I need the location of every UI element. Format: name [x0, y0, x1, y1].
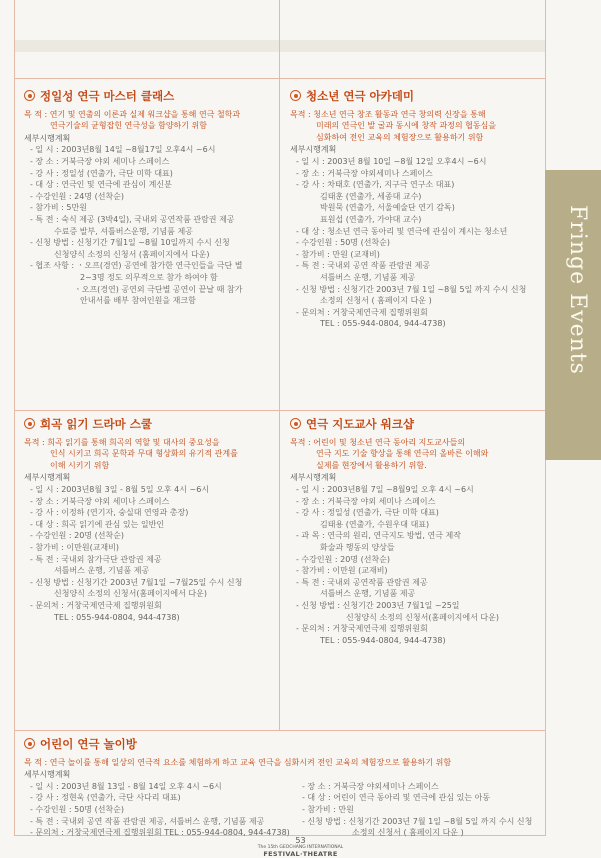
section-drama-school	[24, 418, 276, 623]
footer-festival: FESTIVAL·THEATRE	[263, 850, 338, 858]
list-item: - 협조 사항 : ㆍ오프(경연) 공연에 참가한 연극인들을 극단 별	[30, 261, 243, 271]
list-item: TEL : 055-944-0804, 944-4738)	[54, 612, 180, 622]
list-item: - 신청 방법 : 신청기간 2003년 7월 1일 ~8월 5일 까지 수시 신청	[302, 816, 533, 826]
list-item: 셔틀버스 운행, 기념품 제공	[320, 272, 416, 282]
list-item: - 참가비 : 5만원	[30, 203, 87, 213]
list-item: - 강 사 : 이정하 (연기자, 숭실대 연영과 총장)	[30, 508, 189, 518]
list-item: - 장 소 : 거북극장 야외 세미나 스페이스	[30, 156, 170, 166]
section-title: 정일성 연극 마스터 클래스	[24, 90, 274, 103]
list-item: TEL : 055-944-0804, 944-4738)	[320, 635, 446, 645]
list-item: - 문의처 : 거창국제연극제 집행위원회	[30, 600, 162, 610]
page-number: 53	[295, 836, 306, 845]
frame-row1	[14, 78, 546, 79]
list-item: - 대 상 : 연극인 및 연극에 관심이 계신분	[30, 180, 172, 190]
list-item: TEL : 055-944-0804, 944-4738)	[320, 319, 446, 329]
target-icon	[290, 90, 301, 101]
list-item: - 문의처 : 거창국제연극제 집행위원회	[296, 624, 428, 634]
list-item: - 과 목 : 연극의 원리, 연극지도 방법, 연극 제작	[296, 531, 461, 541]
list-item: - 강 사 : 정일성 (연출가, 극단 미학 대표)	[296, 508, 439, 518]
list-item: - 참가비 : 만원 (교재비)	[296, 249, 380, 259]
section-kids-playroom	[24, 738, 544, 841]
purpose: 목 적 : 연기 및 연출의 이론과 실제 워크샵을 통해 연극 철학과 연극기술의 균형잡힌 연극성을 함양하기 위함	[24, 109, 241, 131]
section-title: 청소년 연극 아카데미	[290, 90, 542, 103]
list-item: - 수강인원 : 50명 (선착순)	[30, 804, 124, 814]
footer-small: The 15th GEOCHANG INTERNATIONAL	[257, 845, 344, 850]
purpose: 목적 : 어린이 및 청소년 연극 동아리 지도교사들의 연극 지도 기술 향상을 통해 연극의 올바른 이해와 실제를 현장에서 활용하기 위함.	[290, 437, 489, 470]
section-youth-academy	[290, 90, 542, 330]
list-item: 신청양식 소정의 신청서(홈페이지에서 다운)	[54, 589, 207, 599]
target-icon	[24, 738, 35, 749]
list-item: - 강 사 : 정현욱 (연출가, 극단 사다리 대표)	[30, 793, 181, 803]
list-item: - 수강인원 : 24명 (선착순)	[30, 191, 124, 201]
list-item: - 장 소 : 거북극장 야외세미나 스페이스	[302, 781, 439, 791]
list-item: 신청양식 소정의 신청서(홈페이지에서 다운)	[346, 612, 499, 622]
list-item: - 특 전 : 숙식 제공 (3박4일), 국내외 공연작품 관람권 제공	[30, 214, 235, 224]
side-label: Fringe Events	[565, 205, 590, 375]
list-item: - 참가비 : 이만원 (교재비)	[296, 566, 388, 576]
list-item: 표원섭 (연출가, 가야대 교수)	[320, 214, 422, 224]
list-item: - 강 사 : 정일성 (연출가, 극단 미학 대표)	[30, 168, 173, 178]
list-item: - 문의처 : 거창국제연극제 집행위원회	[296, 307, 428, 317]
list-item: - 수강인원 : 50명 (선착순)	[296, 238, 390, 248]
list-item: - 수강인원 : 20명 (선착순)	[296, 554, 390, 564]
list-item: - 강 사 : 차태호 (연출가, 지구극 연구소 대표)	[296, 180, 455, 190]
list-item: - 대 상 : 어린이 연극 동아리 및 연극에 관심 있는 아동	[302, 793, 491, 803]
list-item: - 장 소 : 거북극장 야외세미나 스페이스	[296, 168, 433, 178]
target-icon	[24, 90, 35, 101]
list-item: - 신청 방법 : 신청기간 2003년 7월1일 ~7월25일 수시 신청	[30, 577, 243, 587]
list-item: - 대 상 : 희곡 읽기에 관심 있는 일반인	[30, 519, 165, 529]
detail-header: 세부시행계획	[24, 473, 71, 483]
list-item: 화술과 행동의 양상들	[320, 542, 395, 552]
section-title: 희곡 읽기 드라마 스쿨	[24, 418, 276, 431]
list-item: 수료증 발부, 셔틀버스운행, 기념품 제공	[54, 226, 193, 236]
list-item: 신청양식 소정의 신청서 (홈페이지에서 다운)	[54, 249, 210, 259]
frame-middle	[279, 0, 280, 730]
list-item: - 장 소 : 거북극장 야외 세미나 스페이스	[30, 496, 170, 506]
frame-row2	[14, 410, 546, 411]
list-item: 박원묵 (연출가, 서울예술단 연기 감독)	[320, 203, 455, 213]
target-icon	[24, 418, 35, 429]
detail-header: 세부시행계획	[290, 145, 337, 155]
target-icon	[290, 418, 301, 429]
list-item: - 특 전 : 국내외 참가극단 관람권 제공	[30, 554, 162, 564]
list-item: - 장 소 : 거북극장 야외 세미나 스페이스	[296, 496, 436, 506]
list-item: - 신청 방법 : 신청기간 7월1일 ~8월 10일까지 수시 신청	[30, 238, 230, 248]
list-item: 김태훈 (연출가, 세종대 교수)	[320, 191, 422, 201]
section-title: 어린이 연극 놀이방	[24, 738, 544, 751]
list-item: - 특 전 : 국내외 공연작품 관람권 제공	[296, 577, 428, 587]
purpose: 목적 : 청소년 연극 창조 활동과 연극 창의력 신장을 통해 미래의 연극인 발 굴과 동시에 창작 과정의 협동심을 심화하여 전인 교육의 체험장으로 활용하기 위함	[290, 109, 497, 142]
detail-header: 세부시행계획	[24, 133, 71, 143]
detail-header: 세부시행계획	[24, 770, 71, 780]
list-item: 셔틀버스 운행, 기념품 제공	[320, 589, 416, 599]
list-item: 소정의 신청서 ( 홈페이지 다운 )	[352, 828, 464, 838]
list-item: - 일 시 : 2003년 8월 13일 - 8월 14일 오후 4시 ~6시	[30, 781, 222, 791]
list-item: 김태용 (연출가, 수원우대 대표)	[320, 519, 430, 529]
section-teacher-workshop	[290, 418, 542, 646]
purpose: 목적 : 희곡 읽기를 통해 희곡의 역할 및 대사의 중요성을 인식 시키고 희곡 문학과 무대 형상화의 유기적 관계를 이해 시키기 위함	[24, 437, 238, 470]
list-item: - 대 상 : 청소년 연극 동아리 및 연극에 관심이 계시는 청소년	[296, 226, 508, 236]
frame-row3	[14, 730, 546, 731]
purpose: 목 적 : 연극 놀이를 통해 일상의 연극적 요소를 체험하게 하고 교육 연극을 심화시켜 전인 교육의 체험장으로 활용하기 위함	[24, 757, 452, 767]
list-item: - 일 시 : 2003년8월 7일 ~8월9일 오후 4시 ~6시	[296, 484, 474, 494]
list-item: - 신청 방법 : 신청기간 2003년 7월 1일 ~8월 5일 까지 수시 신청	[296, 284, 527, 294]
section-master-class	[24, 90, 274, 307]
list-item: - 특 전 : 국내외 공연 작품 관람권 제공, 셔틀버스 운행, 기념품 제공	[30, 816, 265, 826]
list-item: - 참가비 : 이만원(교재비)	[30, 542, 120, 552]
list-item: - 일 시 : 2003년8월 14일 ~8월17일 오후4시 ~6시	[30, 145, 216, 155]
list-item: - 수강인원 : 20명 (선착순)	[30, 531, 124, 541]
detail-header: 세부시행계획	[290, 473, 337, 483]
section-title: 연극 지도교사 워크샵	[290, 418, 542, 431]
list-item: - 일 시 : 2003년8월 3일 - 8월 5일 오후 4시 ~6시	[30, 484, 210, 494]
page-footer	[0, 836, 601, 858]
list-item: - 특 전 : 국내외 공연 작품 관람권 제공	[296, 261, 431, 271]
list-item: 소정의 신청서 ( 홈페이지 다운 )	[320, 296, 432, 306]
list-item: 2~3명 정도 의무적으로 참가 하여야 함	[80, 272, 218, 282]
frame-left	[14, 0, 15, 836]
list-item: 셔틀버스 운행, 기념품 제공	[54, 566, 150, 576]
list-item: ㆍ오프(경연) 공연외 극단별 공연이 끝날 때 참가	[74, 284, 243, 294]
list-item: - 신청 방법 : 신청기간 2003년 7월1일 ~25일	[296, 600, 460, 610]
list-item: - 일 시 : 2003년 8월 10일 ~8월 12일 오후4시 ~6시	[296, 156, 487, 166]
list-item: - 문의처 : 거창국제연극제 집행위원회 TEL : 055-944-0804, 944-4738)	[30, 828, 290, 838]
list-item: 안내서를 배부 참여인원을 재크함	[80, 296, 196, 306]
list-item: - 참가비 : 만원	[302, 804, 354, 814]
